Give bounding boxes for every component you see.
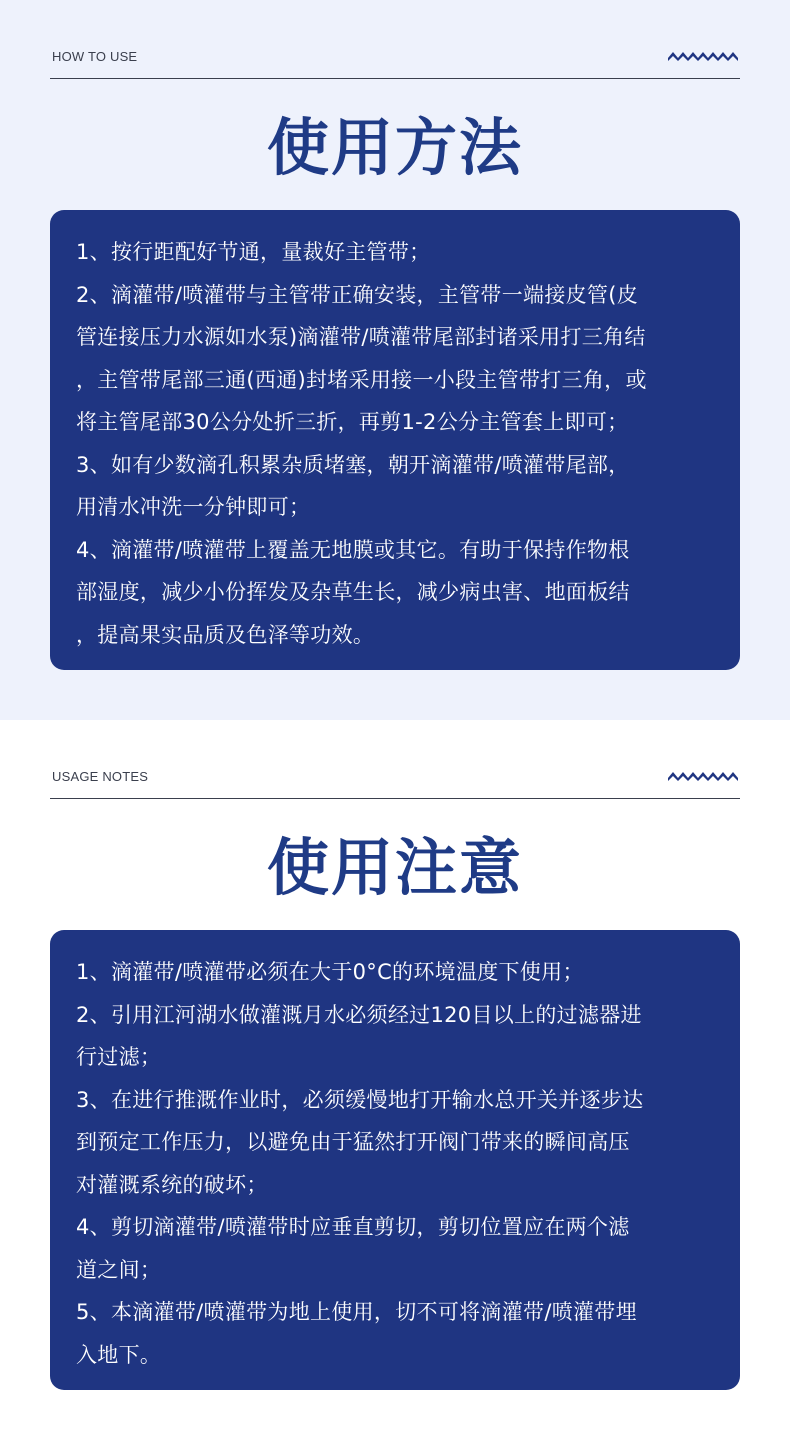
text-line: 管连接压力水源如水泵)滴灌带/喷灌带尾部封诸采用打三角结 bbox=[76, 325, 646, 349]
text-line: 5、本滴灌带/喷灌带为地上使用，切不可将滴灌带/喷灌带埋 bbox=[76, 1300, 637, 1324]
text-line: 3、如有少数滴孔积累杂质堵塞，朝开滴灌带/喷灌带尾部， bbox=[76, 452, 630, 477]
text-line: 1、按行距配好节通，量裁好主管带； bbox=[76, 240, 431, 264]
wave-icon bbox=[668, 48, 738, 62]
text-line: 部湿度，减少小份挥发及杂草生长，减少病虫害、地面板结 bbox=[76, 580, 630, 604]
page-title: 使用注意 bbox=[266, 831, 523, 904]
wave-icon bbox=[668, 768, 738, 782]
text-line: 到预定工作压力，以避免由于猛然打开阀门带来的瞬间高压 bbox=[76, 1130, 630, 1154]
page-title: 使用方法 bbox=[266, 111, 523, 184]
text-line: 4、剪切滴灌带/喷灌带时应垂直剪切，剪切位置应在两个滤 bbox=[76, 1215, 630, 1239]
text-line: ，提高果实品质及色泽等功效。 bbox=[76, 622, 375, 647]
text-line: 道之间； bbox=[76, 1257, 162, 1282]
instructions-panel bbox=[50, 210, 740, 670]
divider bbox=[50, 78, 740, 79]
text-line: 行过滤； bbox=[76, 1045, 162, 1069]
text-line: 2、引用江河湖水做灌溉月水必须经过120目以上的过滤器进 bbox=[76, 1002, 642, 1027]
text-line: 对灌溉系统的破坏； bbox=[76, 1172, 268, 1197]
text-line: 1、滴灌带/喷灌带必须在大于0°C的环境温度下使用； bbox=[76, 960, 584, 984]
section-label: USAGE NOTES bbox=[52, 769, 149, 784]
text-line: 用清水冲洗一分钟即可； bbox=[76, 495, 311, 519]
notes-panel bbox=[50, 930, 740, 1390]
text-line: 2、滴灌带/喷灌带与主管带正确安装，主管带一端接皮管(皮 bbox=[76, 282, 639, 307]
text-line: 4、滴灌带/喷灌带上覆盖无地膜或其它。有助于保持作物根 bbox=[76, 537, 630, 562]
usage-notes-section bbox=[0, 720, 790, 1440]
text-line: 3、在进行推溉作业时，必须缓慢地打开输水总开关并逐步达 bbox=[76, 1087, 644, 1112]
divider bbox=[50, 798, 740, 799]
text-line: ，主管带尾部三通(西通)封堵采用接一小段主管带打三角，或 bbox=[76, 367, 647, 392]
text-line: 入地下。 bbox=[76, 1342, 162, 1367]
section-label: HOW TO USE bbox=[52, 49, 138, 64]
text-line: 将主管尾部30公分处折三折，再剪1-2公分主管套上即可； bbox=[76, 410, 629, 434]
